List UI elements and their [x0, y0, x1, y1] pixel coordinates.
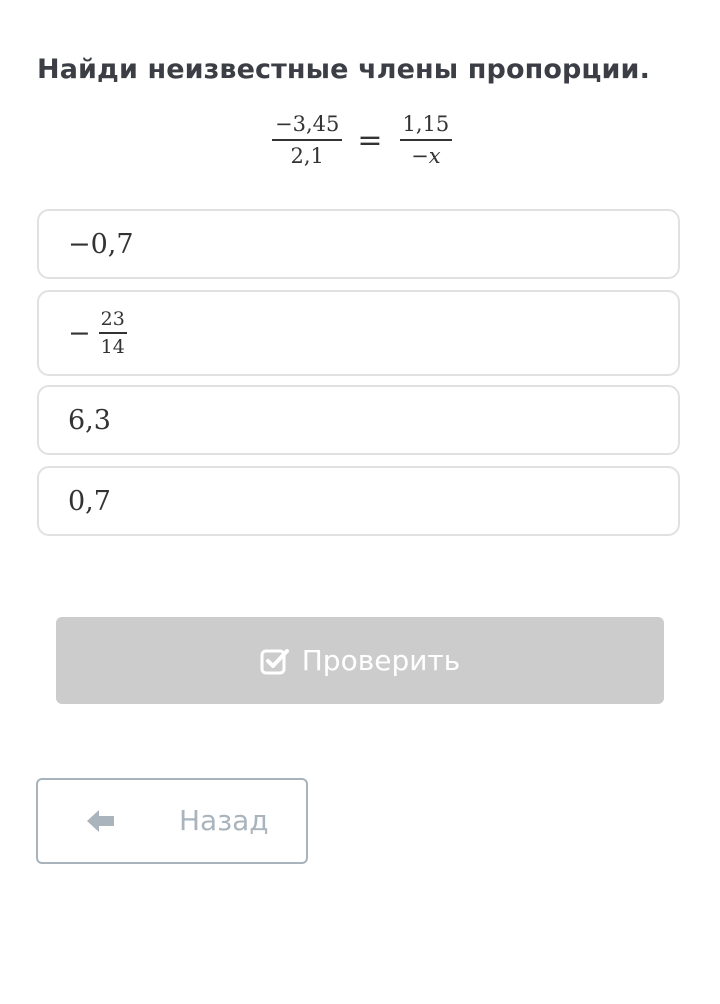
back-button-label: Назад [179, 804, 269, 837]
answer-option-2-denominator: 14 [100, 336, 125, 358]
check-button[interactable] [56, 617, 664, 704]
right-denominator-variable: x [428, 144, 441, 168]
answer-option-2[interactable] [37, 290, 680, 376]
answer-option-3-label: 6,3 [68, 404, 111, 436]
arrow-left-icon [86, 808, 116, 834]
back-button[interactable] [36, 778, 308, 864]
left-denominator: 2,1 [290, 144, 324, 168]
question-title: Найди неизвестные члены пропорции. [37, 54, 650, 85]
answer-option-2-numerator: 23 [99, 308, 127, 334]
right-fraction [400, 112, 453, 168]
answer-option-2-minus: − [68, 317, 91, 349]
answer-option-3[interactable] [37, 385, 680, 455]
left-fraction [272, 112, 342, 168]
right-denominator [411, 141, 440, 168]
left-numerator: −3,45 [272, 112, 342, 141]
answer-option-2-fraction [68, 308, 127, 358]
checkbox-check-icon [260, 646, 290, 676]
right-numerator: 1,15 [400, 112, 453, 141]
right-denominator-sign: − [411, 144, 429, 168]
check-button-label: Проверить [301, 644, 461, 677]
answer-option-4[interactable] [37, 466, 680, 536]
answer-option-1[interactable] [37, 209, 680, 279]
answer-option-1-label: −0,7 [68, 228, 134, 260]
proportion-equation [272, 112, 452, 168]
answer-option-4-label: 0,7 [68, 485, 111, 517]
equals-sign: = [357, 122, 383, 158]
answer-option-2-frac [99, 308, 127, 358]
